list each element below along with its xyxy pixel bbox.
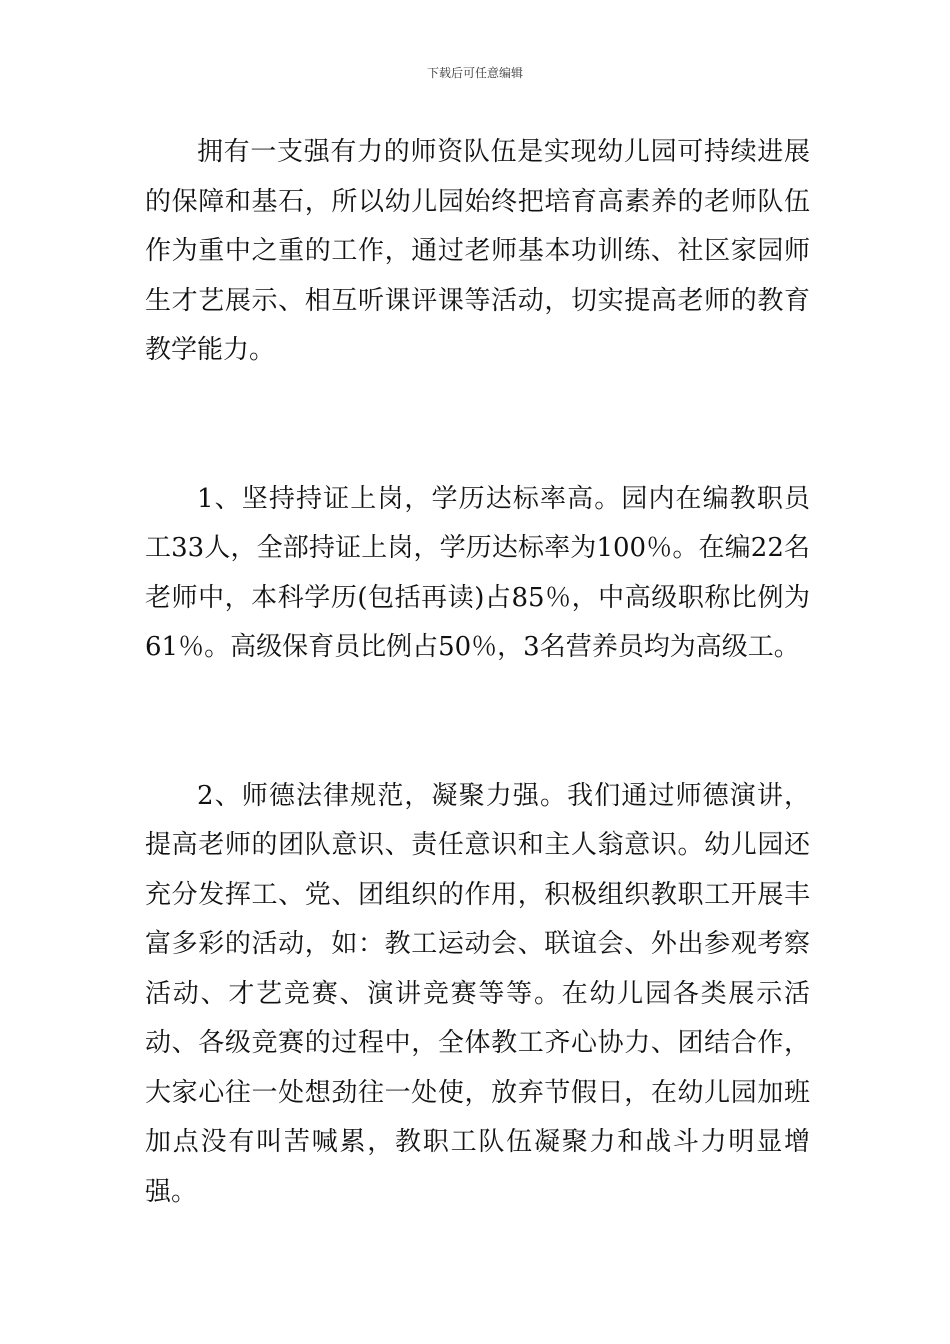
paragraph-ethics-cohesion: 2、师德法律规范，凝聚力强。我们通过师德演讲，提高老师的团队意识、责任意识和主人翁意识。幼儿园还充分发挥工、党、团组织的作用，积极组织教职工开展丰富多彩的活动，如：教工运动会、联谊会、外出参观考察活动、才艺竞赛、演讲竞赛等等。在幼儿园各类展示活动、各级竞赛的过程中，全体教工齐心协力、团结合作，大家心往一处想劲往一处使，放弃节假日，在幼儿园加班加点没有叫苦喊累，教职工队伍凝聚力和战斗力明显增强。 bbox=[145, 780, 810, 1207]
page-header: 下载后可任意编辑 bbox=[426, 66, 523, 80]
paragraph-teacher-team: 拥有一支强有力的师资队伍是实现幼儿园可持续进展的保障和基石，所以幼儿园始终把培育高素养的老师队伍作为重中之重的工作，通过老师基本功训练、社区家园师生才艺展示、相互听课评课等活动，切实提高老师的教育教学能力。 bbox=[145, 137, 810, 365]
paragraph-certification: 1、坚持持证上岗，学历达标率高。园内在编教职员工33人，全部持证上岗，学历达标率为100％。在编22名老师中，本科学历(包括再读)占85％，中高级职称比例为61％。高级保育员比例占50％，3名营养员均为高级工。 bbox=[145, 483, 810, 662]
document-body bbox=[145, 128, 810, 1217]
